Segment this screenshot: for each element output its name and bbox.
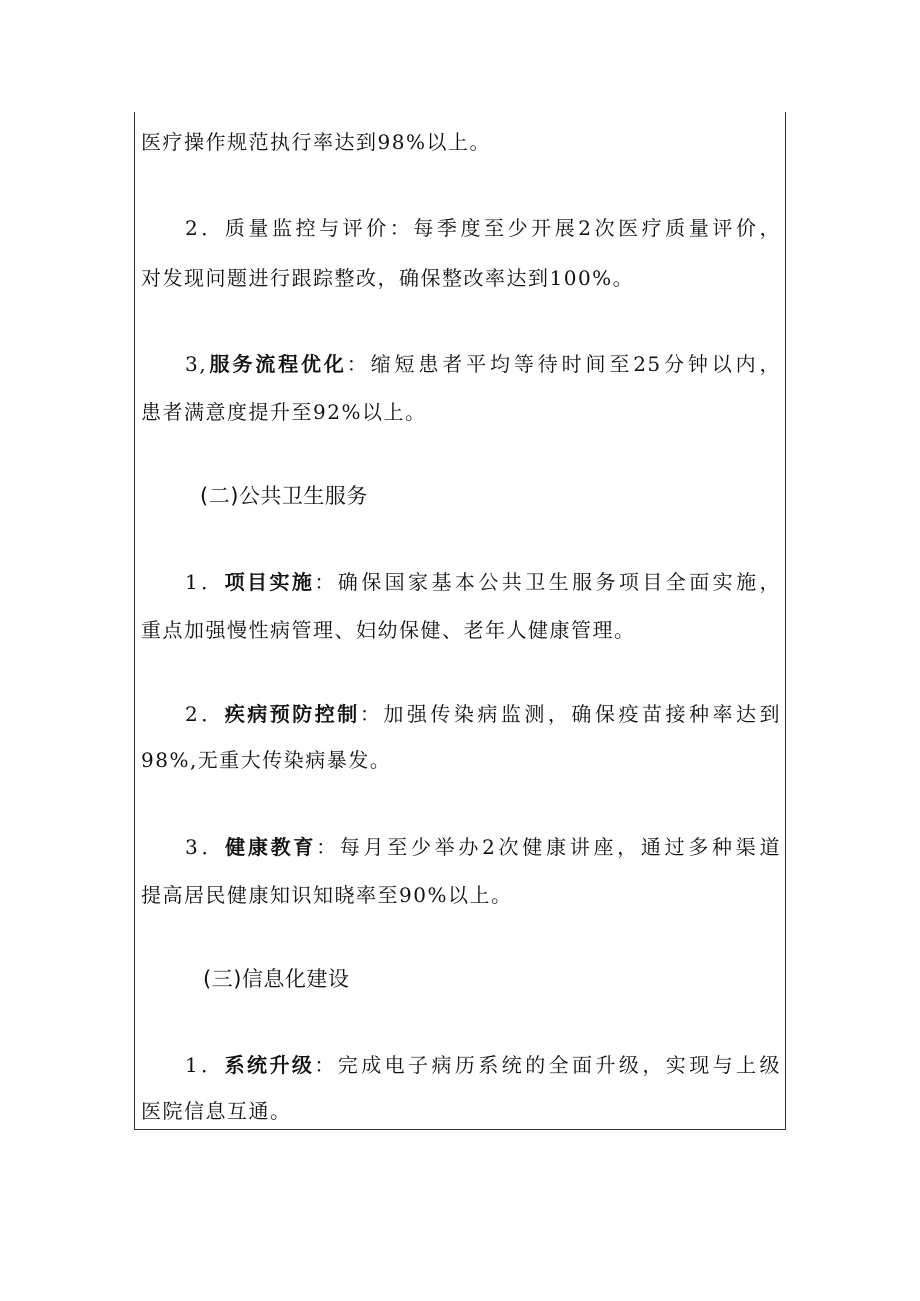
item-heading: 服务流程优化: [207, 352, 347, 376]
item-body: ：完成电子病历系统的全面升级，实现与上级: [314, 1053, 782, 1077]
paragraph-line: 提高居民健康知识知晓率至90%以上。: [141, 883, 513, 907]
item-body: ：每季度至少开展2次医疗质量评价，: [389, 216, 782, 240]
item-heading: 健康教育: [225, 835, 317, 859]
item-heading: 疾病预防控制: [224, 702, 360, 726]
item-body: ：加强传染病监测，确保疫苗接种率达到: [359, 702, 782, 726]
item-heading: 项目实施: [224, 570, 315, 594]
paragraph-line: 患者满意度提升至92%以上。: [141, 400, 427, 424]
item-heading: 质量监控与评价: [224, 216, 390, 240]
item-body: ：确保国家基本公共卫生服务项目全面实施，: [314, 570, 782, 594]
paragraph-line: 98%,无重大传染病暴发。: [141, 748, 392, 772]
item-number: 3．: [185, 835, 226, 859]
section-heading-public-health: (二)公共卫生服务: [200, 484, 368, 508]
paragraph-line: 医疗操作规范执行率达到98%以上。: [141, 130, 491, 154]
item-body: ：缩短患者平均等待时间至25分钟以内，: [346, 352, 782, 376]
item-body: ：每月至少举办2次健康讲座，通过多种渠道: [316, 835, 781, 859]
item-heading: 系统升级: [224, 1053, 315, 1077]
paragraph-item-health-education: [185, 833, 781, 861]
paragraph-line: 医院信息互通。: [141, 1099, 292, 1123]
section-heading-informatization: (三)信息化建设: [203, 967, 350, 991]
paragraph-item-disease-prevention: [185, 700, 781, 728]
item-number: 2．: [185, 702, 225, 726]
paragraph-item-system-upgrade: [185, 1051, 781, 1079]
item-number: 1．: [185, 1053, 225, 1077]
paragraph-line: 重点加强慢性病管理、妇幼保健、老年人健康管理。: [141, 618, 636, 642]
paragraph-item-project-implementation: [185, 568, 781, 596]
paragraph-item-quality-monitoring: [185, 214, 781, 242]
item-number: 2．: [185, 216, 225, 240]
item-number: 1．: [185, 570, 225, 594]
paragraph-item-service-optimization: [185, 350, 781, 378]
paragraph-line: 对发现问题进行跟踪整改，确保整改率达到100%。: [141, 266, 635, 290]
item-number: 3,: [185, 352, 208, 376]
